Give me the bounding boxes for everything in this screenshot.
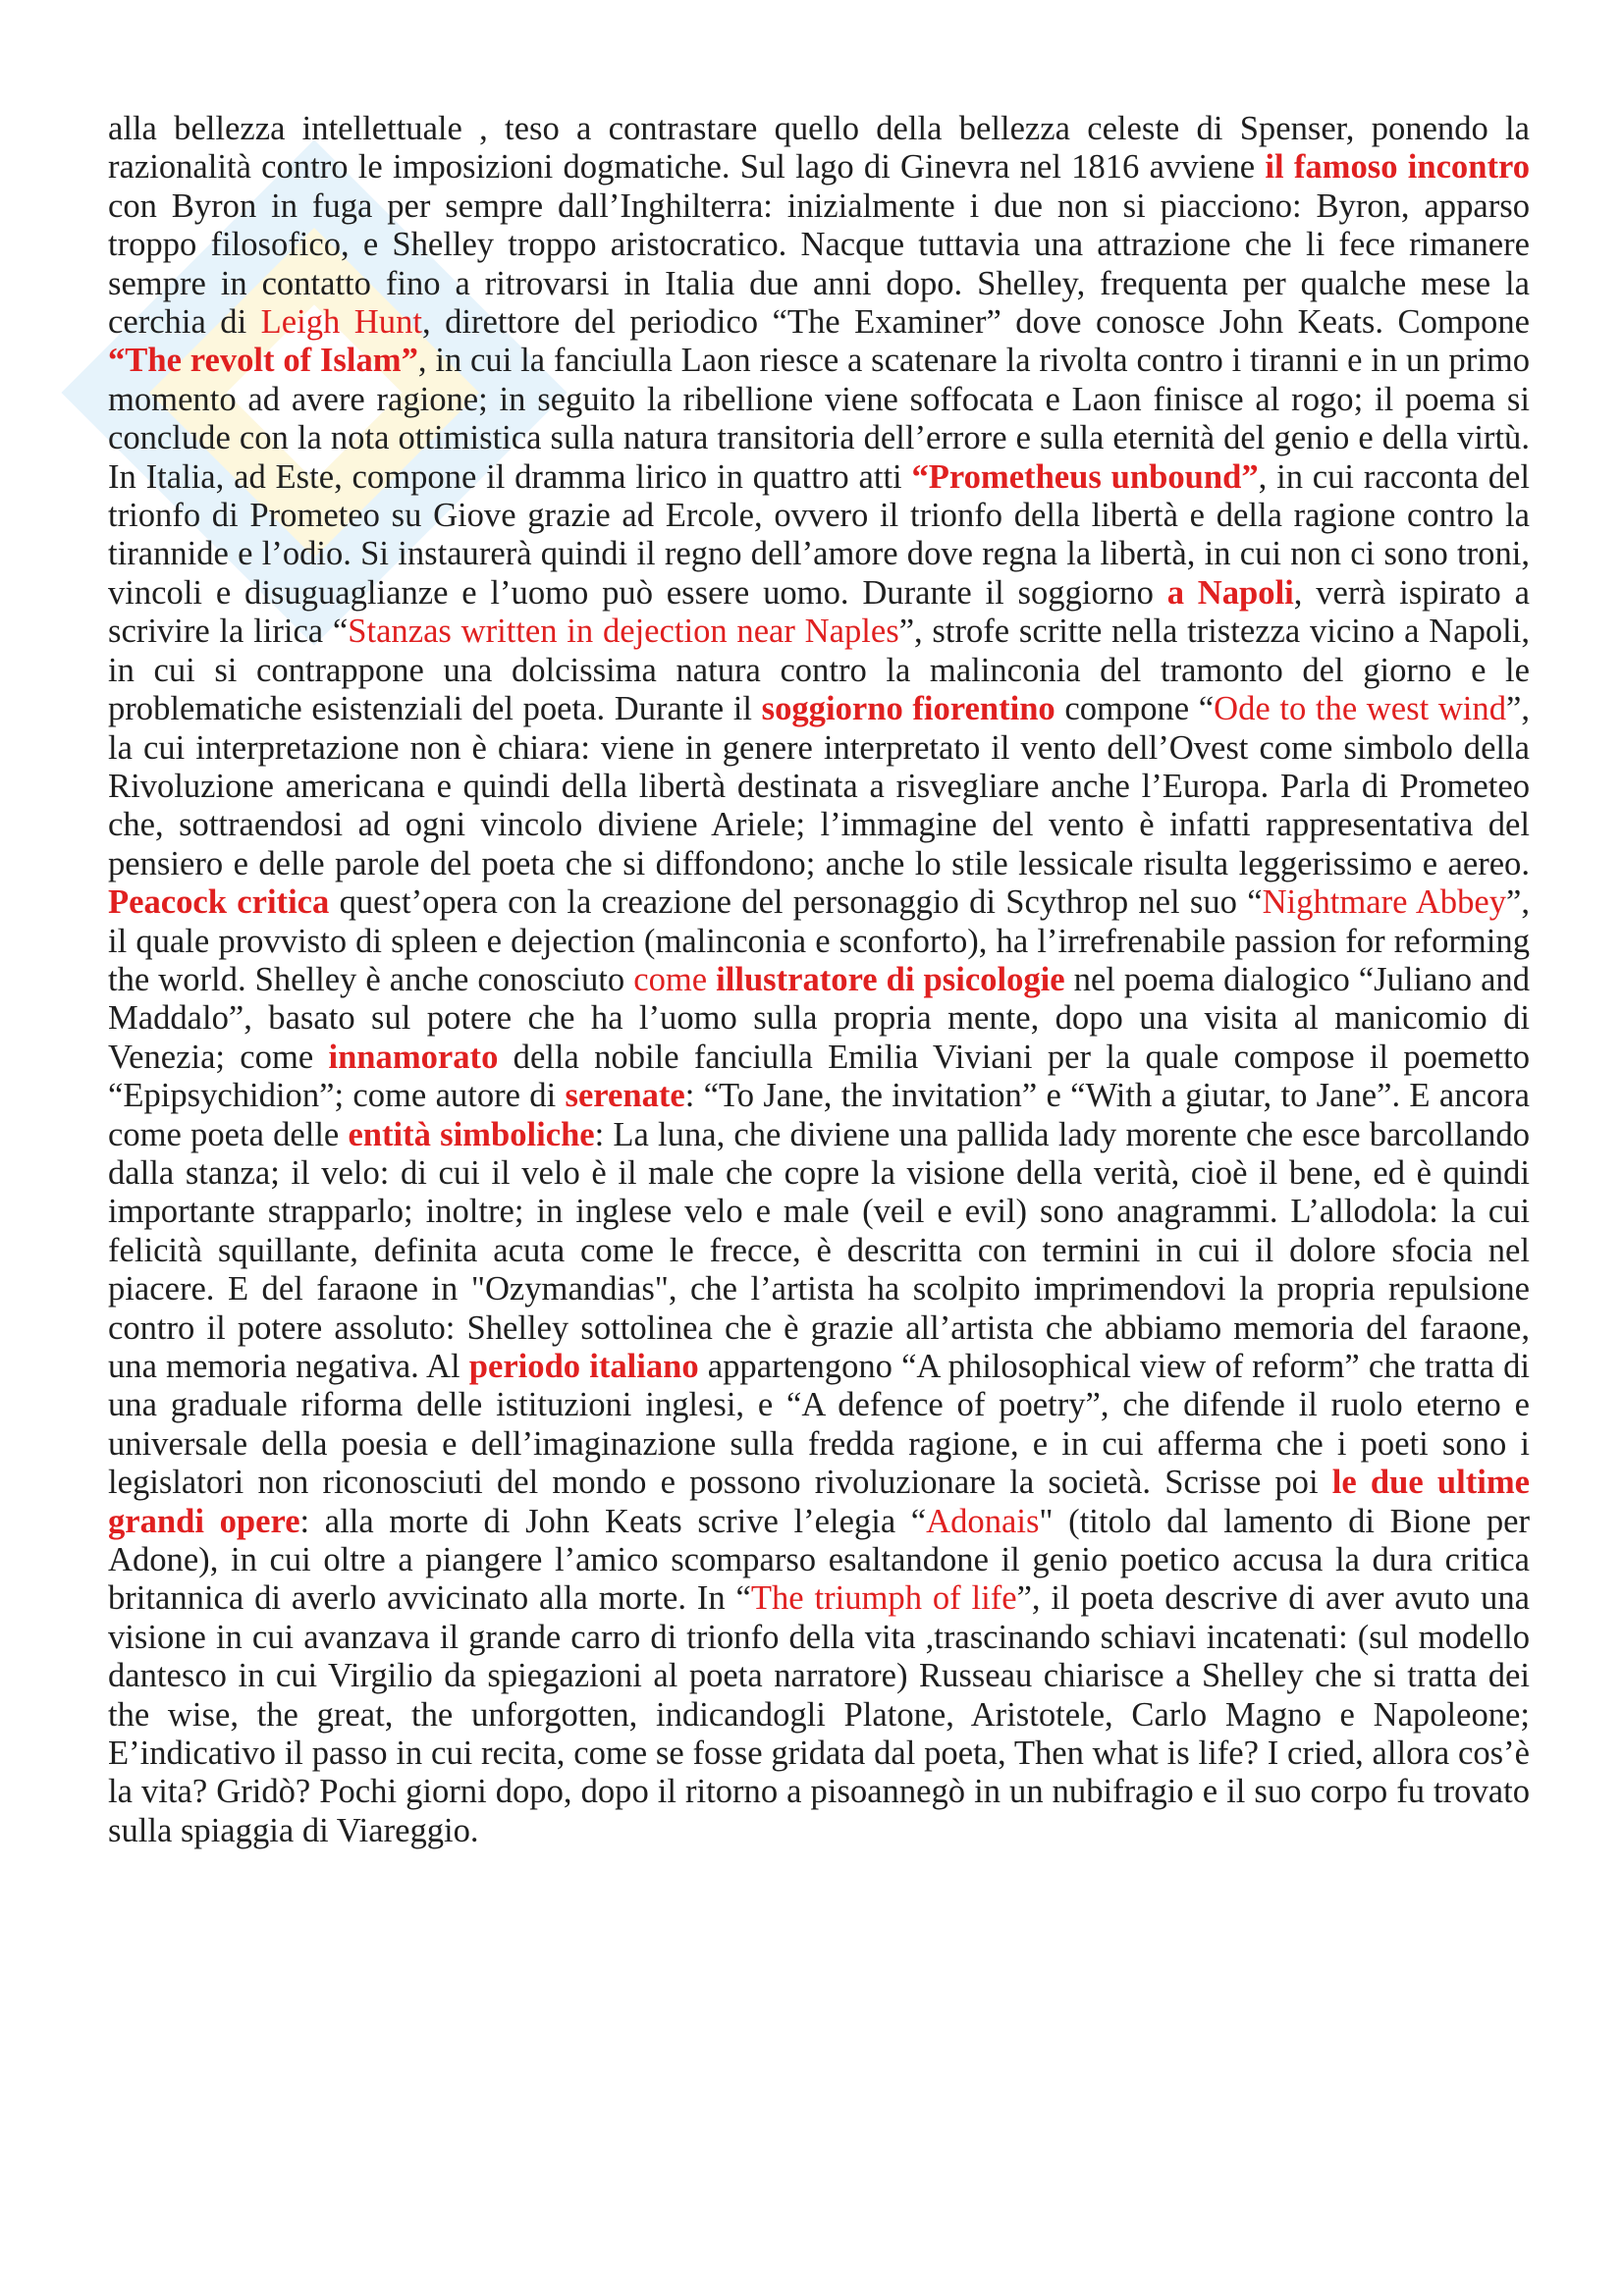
text-segment: compone “ xyxy=(1055,690,1215,728)
highlighted-phrase: Stanzas written in dejection near Naples xyxy=(348,613,899,651)
highlighted-phrase: soggiorno fiorentino xyxy=(761,690,1055,728)
highlighted-phrase: Ode to the west wind xyxy=(1214,690,1506,728)
text-segment: , verrà ispirato a scrivire la lirica “ xyxy=(108,573,1539,651)
text-segment: della nobile fanciulla Emilia Viviani per la quale compose il poemetto “Epipsychidion”; come autore di xyxy=(108,1038,1539,1115)
highlighted-phrase: le due ultime grandi opere xyxy=(108,1464,1539,1540)
highlighted-phrase: “Prometheus unbound” xyxy=(911,457,1259,496)
highlighted-phrase: Peacock critica xyxy=(108,883,330,922)
highlighted-phrase: Leigh Hunt xyxy=(260,303,422,342)
text-segment: : alla morte di John Keats scrive l’elegia “ xyxy=(299,1502,927,1540)
highlighted-phrase: The triumph of life xyxy=(750,1579,1017,1618)
page-body-text xyxy=(108,110,1539,1850)
highlighted-phrase: il famoso incontro xyxy=(1265,148,1530,187)
highlighted-phrase: Nightmare Abbey xyxy=(1262,883,1506,922)
text-segment: ”, la cui interpretazione non è chiara: viene in genere interpretato il vento dell’Ovest come simbolo della Rivoluzione americana e quindi della libertà destinata a risvegliare anche l’Europa. Parla di Prometeo che, sottraendosi ad ogni vincolo diviene Ariele; l’immagine del vento è infatti rappresentativa del pensiero e delle parole del poeta che si diffondono; anche lo stile lessicale risulta leggerissimo e aereo. xyxy=(108,690,1539,882)
text-segment: quest’opera con la creazione del personaggio di Scythrop nel suo “ xyxy=(329,883,1263,922)
text-segment: ”, il quale provvisto di spleen e dejection (malinconia e sconforto), ha l’irrefrenabile passion for reforming the world. Shelley è anche conosciuto xyxy=(108,883,1539,998)
text-segment: appartengono “A philosophical view of reform” che tratta di una graduale riforma delle istituzioni inglesi, e “A defence of poetry”, che difende il ruolo eterno e universale della poesia e dell’imaginazione sulla fredda ragione, e in cui afferma che i poeti sono i legislatori non riconosciuti del mondo e possono rivoluzionare la società. Scrisse poi xyxy=(108,1348,1539,1502)
text-segment: ”, strofe scritte nella tristezza vicino a Napoli, in cui si contrappone una dolcissima natura contro la malinconia del tramonto del giorno e le problematiche esistenziali del poeta. Durante il xyxy=(108,613,1539,728)
highlighted-phrase: innamorato xyxy=(328,1038,499,1076)
highlighted-phrase: serenate xyxy=(565,1077,685,1115)
text-segment: , in cui racconta del trionfo di Prometeo su Giove grazie ad Ercole, ovvero il trionfo della libertà e della ragione contro la tirannide e l’odio. Si instaurerà quindi il regno dell’amore dove regna la libertà, in cui non ci sono troni, vincoli e disuguaglianze e l’uomo può essere uomo. Durante il soggiorno xyxy=(108,457,1539,612)
text-segment: , in cui la fanciulla Laon riesce a scatenare la rivolta contro i tiranni e in un primo momento ad avere ragione; in seguito la ribellione viene soffocata e Laon finisce al rogo; il poema si conclude con la nota ottimistica sulla natura transitoria dell’errore e sulla eternità del genio e della virtù. In Italia, ad Este, compone il dramma lirico in quattro atti xyxy=(108,342,1539,496)
text-segment: con Byron in fuga per sempre dall’Inghilterra: inizialmente i due non si piacciono: Byron, apparso troppo filosofico, e Shelley troppo aristocratico. Nacque tuttavia una attrazione che li fece rimanere sempre in contatto fino a ritrovarsi in Italia due anni dopo. Shelley, frequenta per qualche mese la cerchia di xyxy=(108,148,1539,342)
highlighted-phrase: “The revolt of Islam” xyxy=(108,342,418,380)
highlighted-phrase: come xyxy=(633,960,717,998)
text-segment: : “To Jane, the invitation” e “With a giutar, to Jane”. E ancora come poeta delle xyxy=(108,1077,1539,1153)
text-segment: alla bellezza intellettuale , teso a contrastare quello della bellezza celeste di Spenser, ponendo la razionalità contro le imposizioni dogmatiche. Sul lago di Ginevra nel 1816 avviene xyxy=(108,110,1539,187)
text-segment: , direttore del periodico “The Examiner” dove conosce John Keats. Compone xyxy=(421,303,1539,342)
text-segment: : La luna, che diviene una pallida lady morente che esce barcollando dalla stanza; il velo: di cui il velo è il male che copre la visione della verità, cioè il bene, ed è quindi importante strapparlo; inoltre; in inglese velo e male (veil e evil) sono anagrammi. L’allodola: la cui felicità squillante, definita acuta come le frecce, è descritta con termini in cui il dolore sfocia nel piacere. E del faraone in "Ozymandias", che l’artista ha scolpito imprimendovi la propria repulsione contro il potere assoluto: Shelley sottolinea che è grazie all’artista che abbiamo memoria del faraone, una memoria negativa. Al xyxy=(108,1115,1539,1385)
highlighted-phrase: illustratore di psicologie xyxy=(716,960,1065,998)
text-segment: nel poema dialogico “Juliano and Maddalo”, basato sul potere che ha l’uomo sulla propria mente, dopo una visita al manicomio di Venezia; come xyxy=(108,960,1539,1076)
text-segment: ”, il poeta descrive di aver avuto una visione in cui avanzava il grande carro di trionfo della vita ,trascinando schiavi incatenati: (sul modello dantesco in cui Virgilio da spiegazioni al poeta narratore) Russeau chiarisce a Shelley che si tratta dei the wise, the great, the unforgotten, indicandogli Platone, Aristotele, Carlo Magno e Napoleone; E’indicativo il passo in cui recita, come se fosse gridata dal poeta, Then what is life? I cried, allora cos’è la vita? Gridò? Pochi giorni dopo, dopo il ritorno a pisoannegò in un nubifragio e il suo corpo fu trovato sulla spiaggia di Viareggio. xyxy=(108,1579,1539,1849)
text-segment: " (titolo dal lamento di Bione per Adone), in cui oltre a piangere l’amico scomparso esaltandone il genio poetico accusa la dura critica britannica di averlo avvicinato alla morte. In “ xyxy=(108,1502,1539,1618)
highlighted-phrase: periodo italiano xyxy=(468,1348,699,1385)
highlighted-phrase: entità simboliche xyxy=(348,1115,595,1153)
highlighted-phrase: a Napoli xyxy=(1166,573,1294,612)
highlighted-phrase: Adonais xyxy=(926,1502,1040,1540)
